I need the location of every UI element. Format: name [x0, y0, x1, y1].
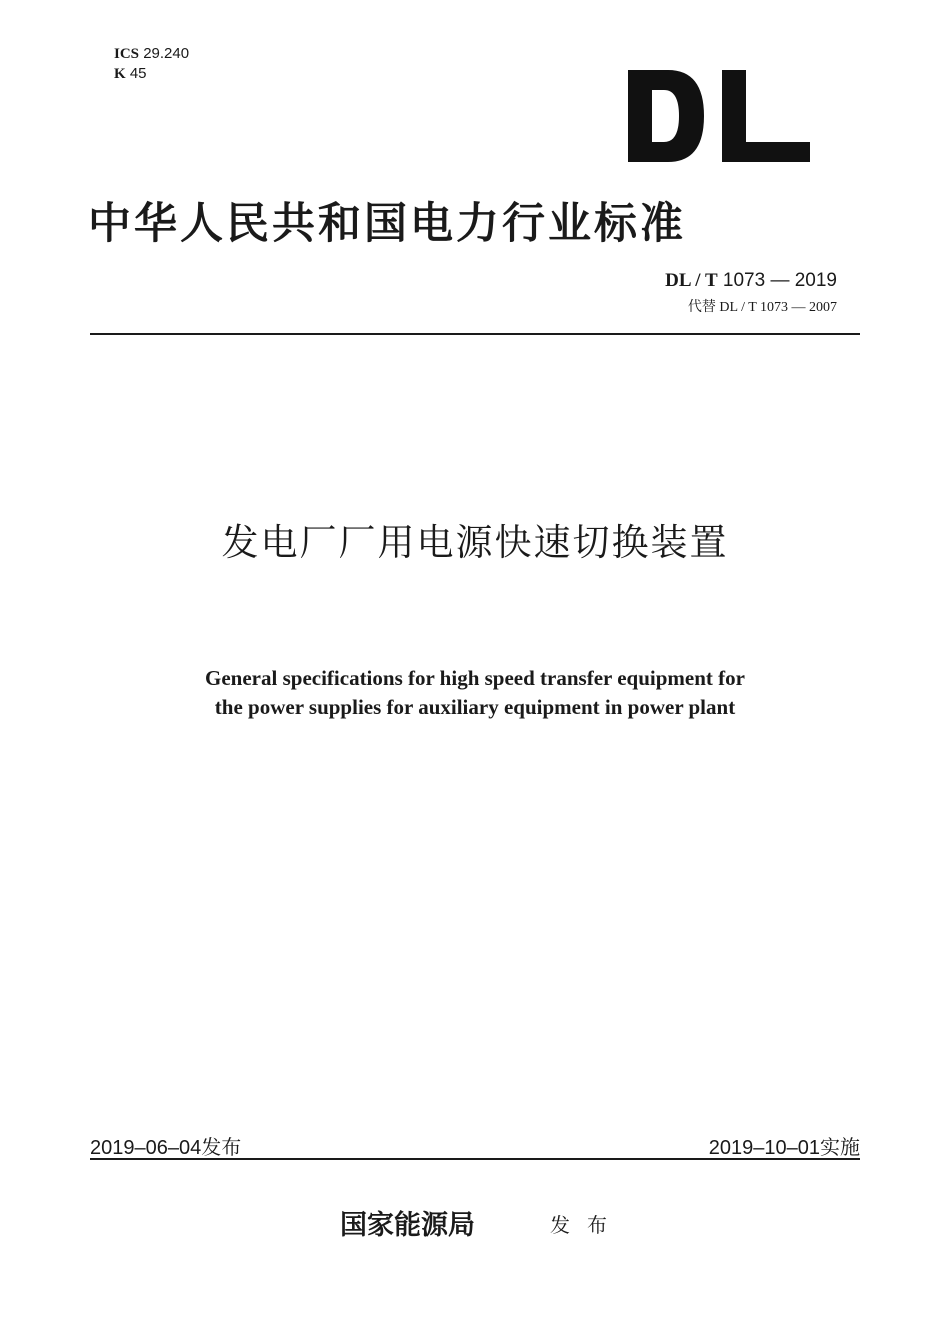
issue-date: 2019–06–04发布 [90, 1137, 242, 1159]
header-title: 中华人民共和国电力行业标准 [88, 199, 686, 249]
top-divider [90, 333, 860, 335]
standard-replaces: 代替 DL / T 1073 — 2007 [687, 300, 837, 315]
ics-label: ICS [114, 46, 140, 62]
implementation-date: 2019–10–01实施 [708, 1137, 860, 1159]
english-title [0, 664, 950, 722]
english-title-line-2: the power supplies for auxiliary equipment in power plant [214, 695, 736, 719]
english-title-line-1: General specifications for high speed transfer equipment for [205, 666, 745, 690]
k-line [114, 64, 189, 84]
dl-logo [626, 68, 812, 164]
standard-prefix: DL / T [665, 270, 718, 291]
standard-code: 1073 — 2019 [722, 270, 837, 291]
publisher-name: 国家能源局 [340, 1210, 475, 1241]
dl-logo-d [628, 70, 704, 162]
chinese-title: 发电厂厂用电源快速切换装置 [221, 521, 729, 564]
k-code: 45 [129, 65, 147, 82]
k-label: K [114, 66, 126, 82]
bottom-divider [90, 1158, 860, 1160]
publish-label: 发布 [550, 1213, 624, 1237]
ics-line [114, 44, 189, 64]
standard-number [665, 270, 837, 292]
dl-logo-l [722, 70, 810, 162]
ics-code: 29.240 [143, 45, 190, 62]
classification-codes [114, 44, 189, 84]
